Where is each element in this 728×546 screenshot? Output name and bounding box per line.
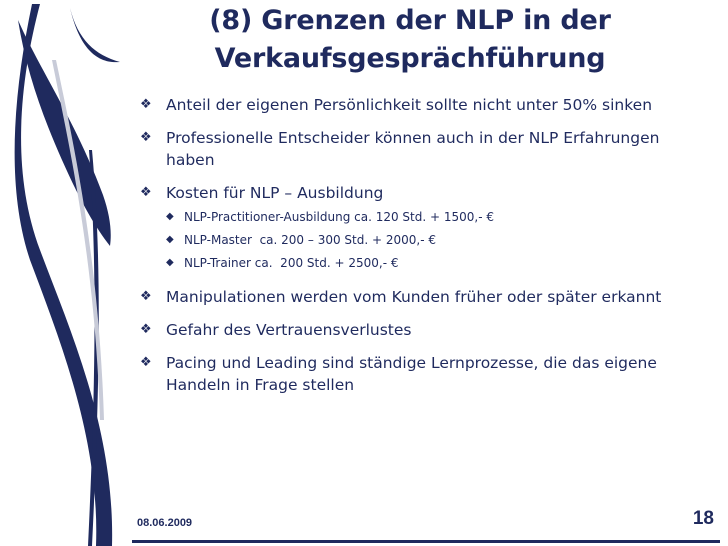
small-diamond-bullet-icon: ◆ xyxy=(166,211,174,222)
bullet-text: Kosten für NLP – Ausbildung xyxy=(166,184,384,202)
sub-bullet-text: NLP-Master ca. 200 – 300 Std. + 2000,- € xyxy=(184,233,436,247)
page-number: 18 xyxy=(692,508,714,529)
bullet-text: Gefahr des Vertrauensverlustes xyxy=(166,321,412,339)
sub-bullet-item xyxy=(140,231,710,249)
diamond-bullet-icon: ❖ xyxy=(140,322,152,337)
sub-bullet-list xyxy=(140,208,710,272)
bullet-item xyxy=(140,182,710,204)
slide-title-line-2: Verkaufsgesprächführung xyxy=(214,43,606,74)
bullet-text: Professionelle Entscheider können auch in der NLP Erfahrungen haben xyxy=(166,129,660,169)
bullet-list xyxy=(140,94,710,407)
sub-bullet-text: NLP-Practitioner-Ausbildung ca. 120 Std. + 1500,- € xyxy=(184,210,494,224)
bullet-text: Anteil der eigenen Persönlichkeit sollte nicht unter 50% sinken xyxy=(166,96,653,114)
sub-bullet-text: NLP-Trainer ca. 200 Std. + 2500,- € xyxy=(184,256,399,270)
swoosh-accent xyxy=(70,8,120,62)
bullet-item xyxy=(140,352,710,396)
diamond-bullet-icon: ❖ xyxy=(140,355,152,370)
small-diamond-bullet-icon: ◆ xyxy=(166,234,174,245)
bullet-item xyxy=(140,94,710,116)
diamond-bullet-icon: ❖ xyxy=(140,130,152,145)
bullet-text: Manipulationen werden vom Kunden früher oder später erkannt xyxy=(166,288,662,306)
diamond-bullet-icon: ❖ xyxy=(140,185,152,200)
bullet-item xyxy=(140,319,710,341)
slide-title-line-1: (8) Grenzen der NLP in der xyxy=(209,5,611,36)
footer-divider xyxy=(132,540,720,543)
bullet-item xyxy=(140,286,710,308)
footer-date: 08.06.2009 xyxy=(137,517,193,529)
diamond-bullet-icon: ❖ xyxy=(140,97,152,112)
sub-bullet-item xyxy=(140,208,710,226)
small-diamond-bullet-icon: ◆ xyxy=(166,257,174,268)
bullet-text: Pacing und Leading sind ständige Lernprozesse, die das eigene Handeln in Frage stellen xyxy=(166,354,657,394)
sub-bullet-item xyxy=(140,254,710,272)
bullet-item xyxy=(140,127,710,171)
diamond-bullet-icon: ❖ xyxy=(140,289,152,304)
slide-title xyxy=(180,2,640,78)
